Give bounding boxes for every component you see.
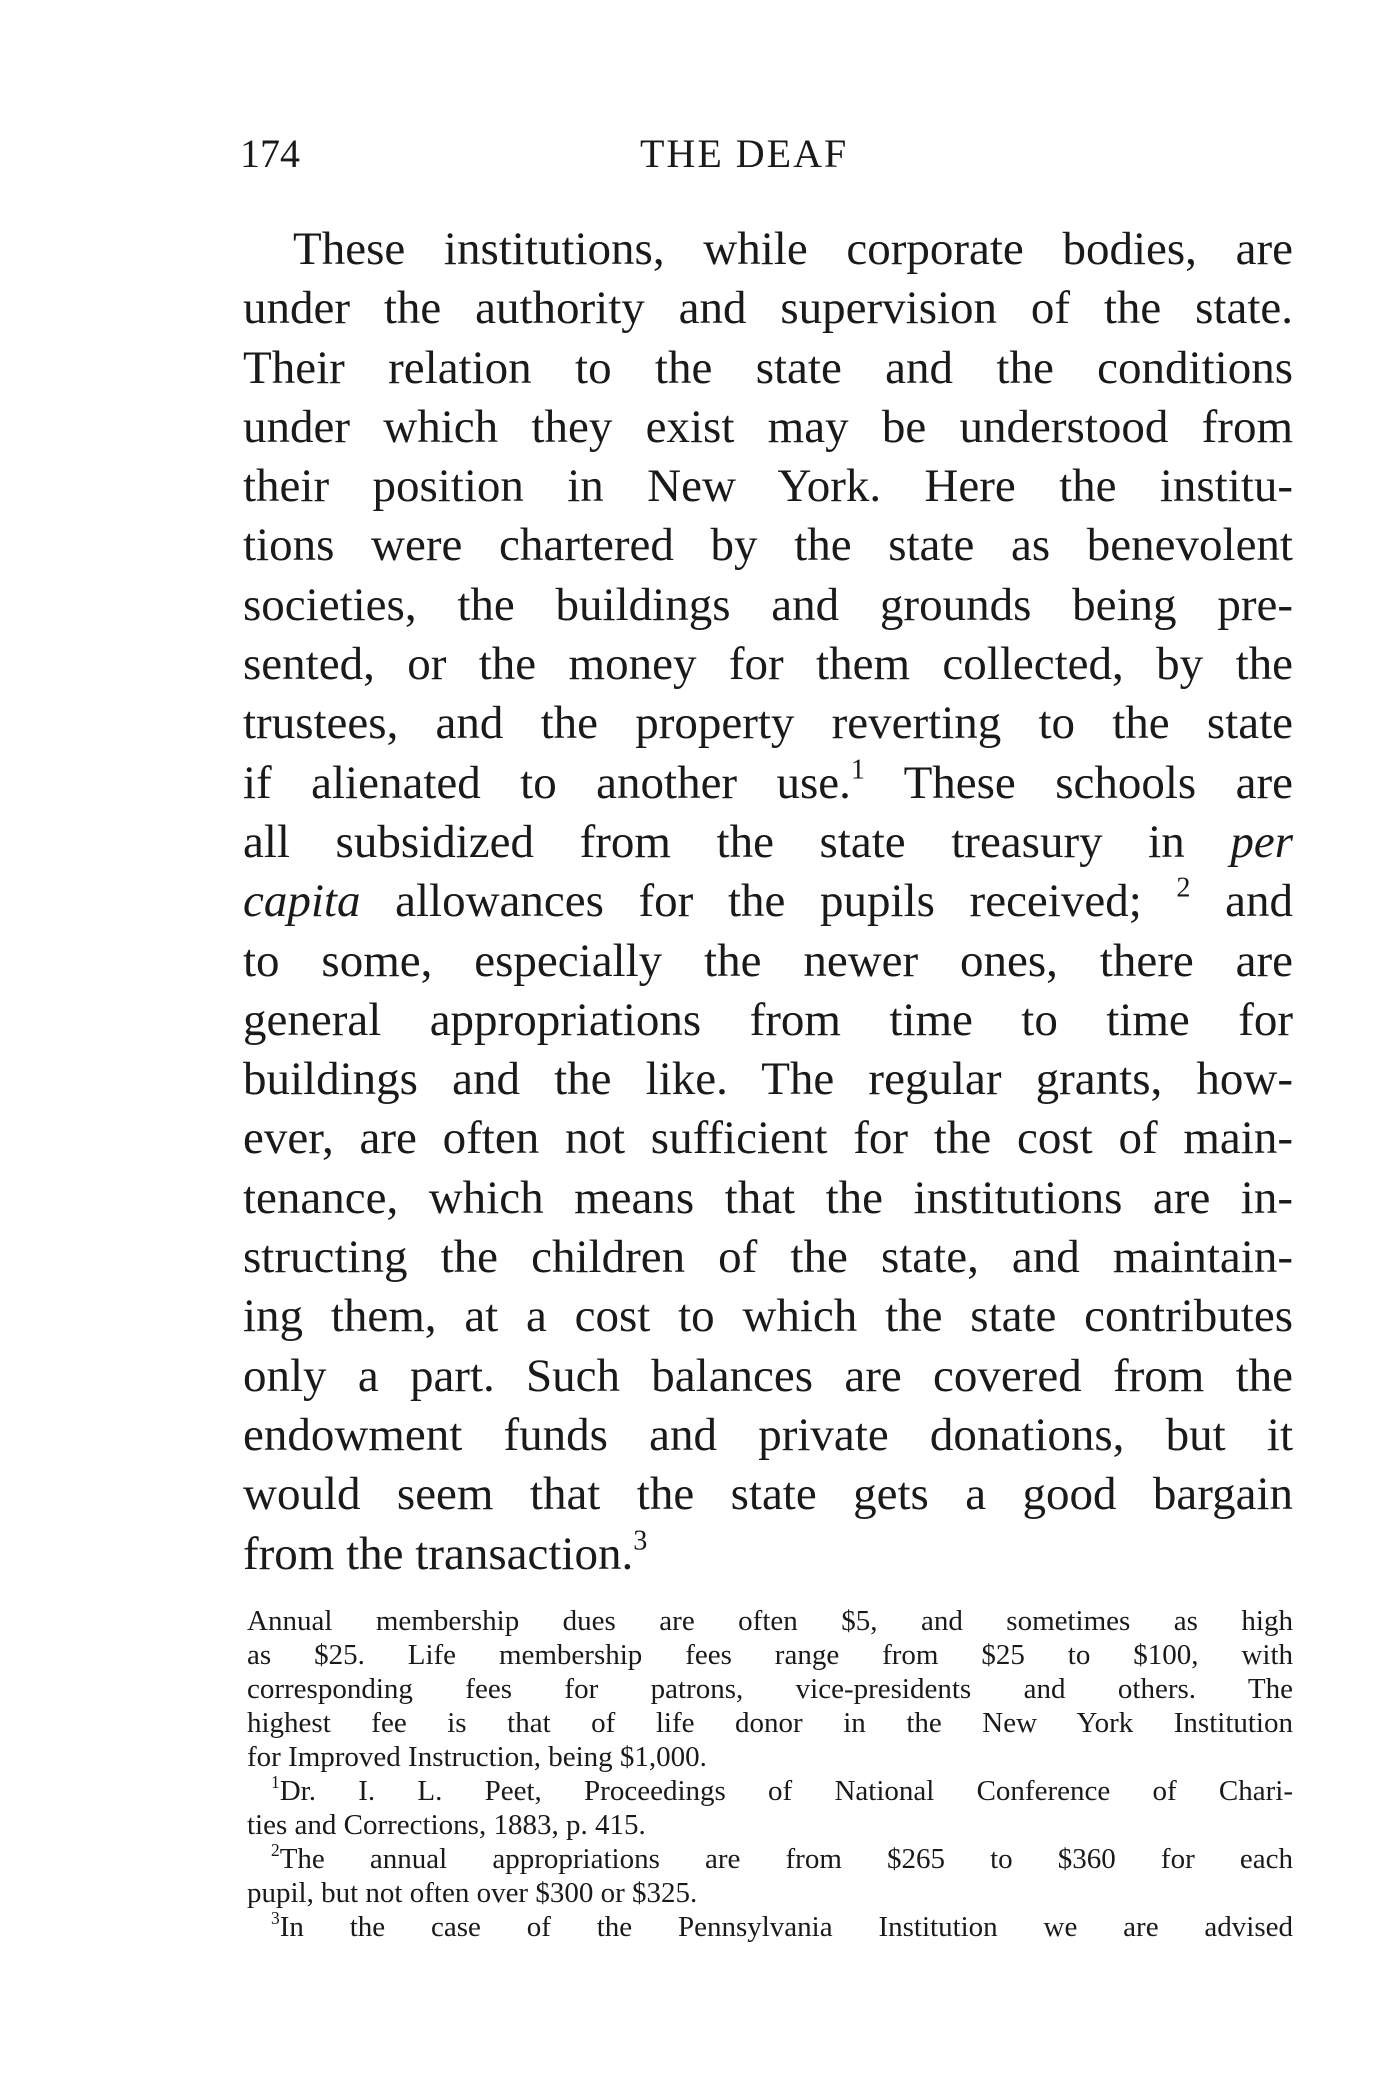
body-line: ing them, at a cost to which the state contributes	[243, 1290, 1293, 1343]
body-line: if alienated to another use.$^1$ These schools are	[243, 753, 1294, 809]
footnote-2-line: pupil, but not often over $300 or $325.	[247, 1877, 698, 1909]
body-line: all subsidized from the state treasury in per	[243, 815, 1293, 868]
body-line: would seem that the state gets a good bargain	[243, 1468, 1293, 1521]
body-line: societies, the buildings and grounds being pre-	[243, 578, 1293, 631]
body-line: general appropriations from time to time for	[243, 993, 1293, 1046]
body-line: tions were chartered by the state as benevolent	[243, 519, 1293, 572]
footnote-ref-2: 2	[1176, 872, 1191, 904]
body-line: Their relation to the state and the conditions	[243, 341, 1293, 394]
body-line: buildings and the like. The regular grants, how-	[243, 1053, 1293, 1106]
footnote-ref-3: 3	[633, 1524, 648, 1556]
body-line: from the transaction.$^3$	[243, 1524, 648, 1580]
body-line: to some, especially the newer ones, there are	[243, 934, 1293, 987]
footnotes	[247, 1604, 1293, 1944]
footnote-2: $^2$The annual appropriations are from $265 to $360 for each	[271, 1839, 1293, 1875]
body-line: only a part. Such balances are covered from the	[243, 1349, 1293, 1402]
running-head	[240, 130, 1295, 180]
footnote-1: $^1$Dr. I. L. Peet, Proceedings of National Conference of Chari-	[271, 1771, 1293, 1807]
footnote-continued-line: highest fee is that of life donor in the New York Institution	[247, 1707, 1293, 1739]
footnote-2-marker: 2	[271, 1839, 280, 1860]
footnote-ref-1: 1	[850, 753, 865, 785]
body-line: sented, or the money for them collected, by the	[243, 638, 1293, 691]
footnote-1-line: ties and Corrections, 1883, p. 415.	[247, 1809, 646, 1841]
footnote-3-marker: 3	[271, 1907, 280, 1928]
body-paragraph	[243, 220, 1293, 1584]
footnote-continued-line: corresponding fees for patrons, vice-presidents and others. The	[247, 1673, 1293, 1705]
body-line: These institutions, while corporate bodies, are	[293, 223, 1293, 275]
page-number: 174	[240, 131, 300, 176]
body-line: trustees, and the property reverting to the state	[243, 697, 1293, 750]
footnote-3: $^3$In the case of the Pennsylvania Institution we are advised	[271, 1907, 1293, 1943]
body-line: endowment funds and private donations, but it	[243, 1408, 1293, 1461]
body-line: under which they exist may be understood from	[243, 400, 1293, 453]
footnote-continued-line: Annual membership dues are often $5, and sometimes as high	[247, 1605, 1293, 1637]
body-line: tenance, which means that the institutions are in-	[243, 1171, 1293, 1224]
body-line: their position in New York. Here the institu-	[243, 460, 1293, 513]
body-line: structing the children of the state, and maintain-	[243, 1231, 1293, 1284]
body-line: ever, are often not sufficient for the cost of main-	[243, 1112, 1293, 1165]
footnote-1-marker: 1	[271, 1771, 280, 1792]
body-line: capita allowances for the pupils received; $^2$ and	[243, 872, 1293, 928]
italic-capita: capita	[243, 875, 361, 928]
body-line: under the authority and supervision of the state.	[243, 282, 1293, 335]
italic-per: per	[1230, 815, 1293, 868]
footnote-continued-line: as $25. Life membership fees range from $25 to $100, with	[247, 1639, 1293, 1671]
footnote-continued-line: for Improved Instruction, being $1,000.	[247, 1741, 707, 1773]
running-title: THE DEAF	[640, 131, 849, 176]
